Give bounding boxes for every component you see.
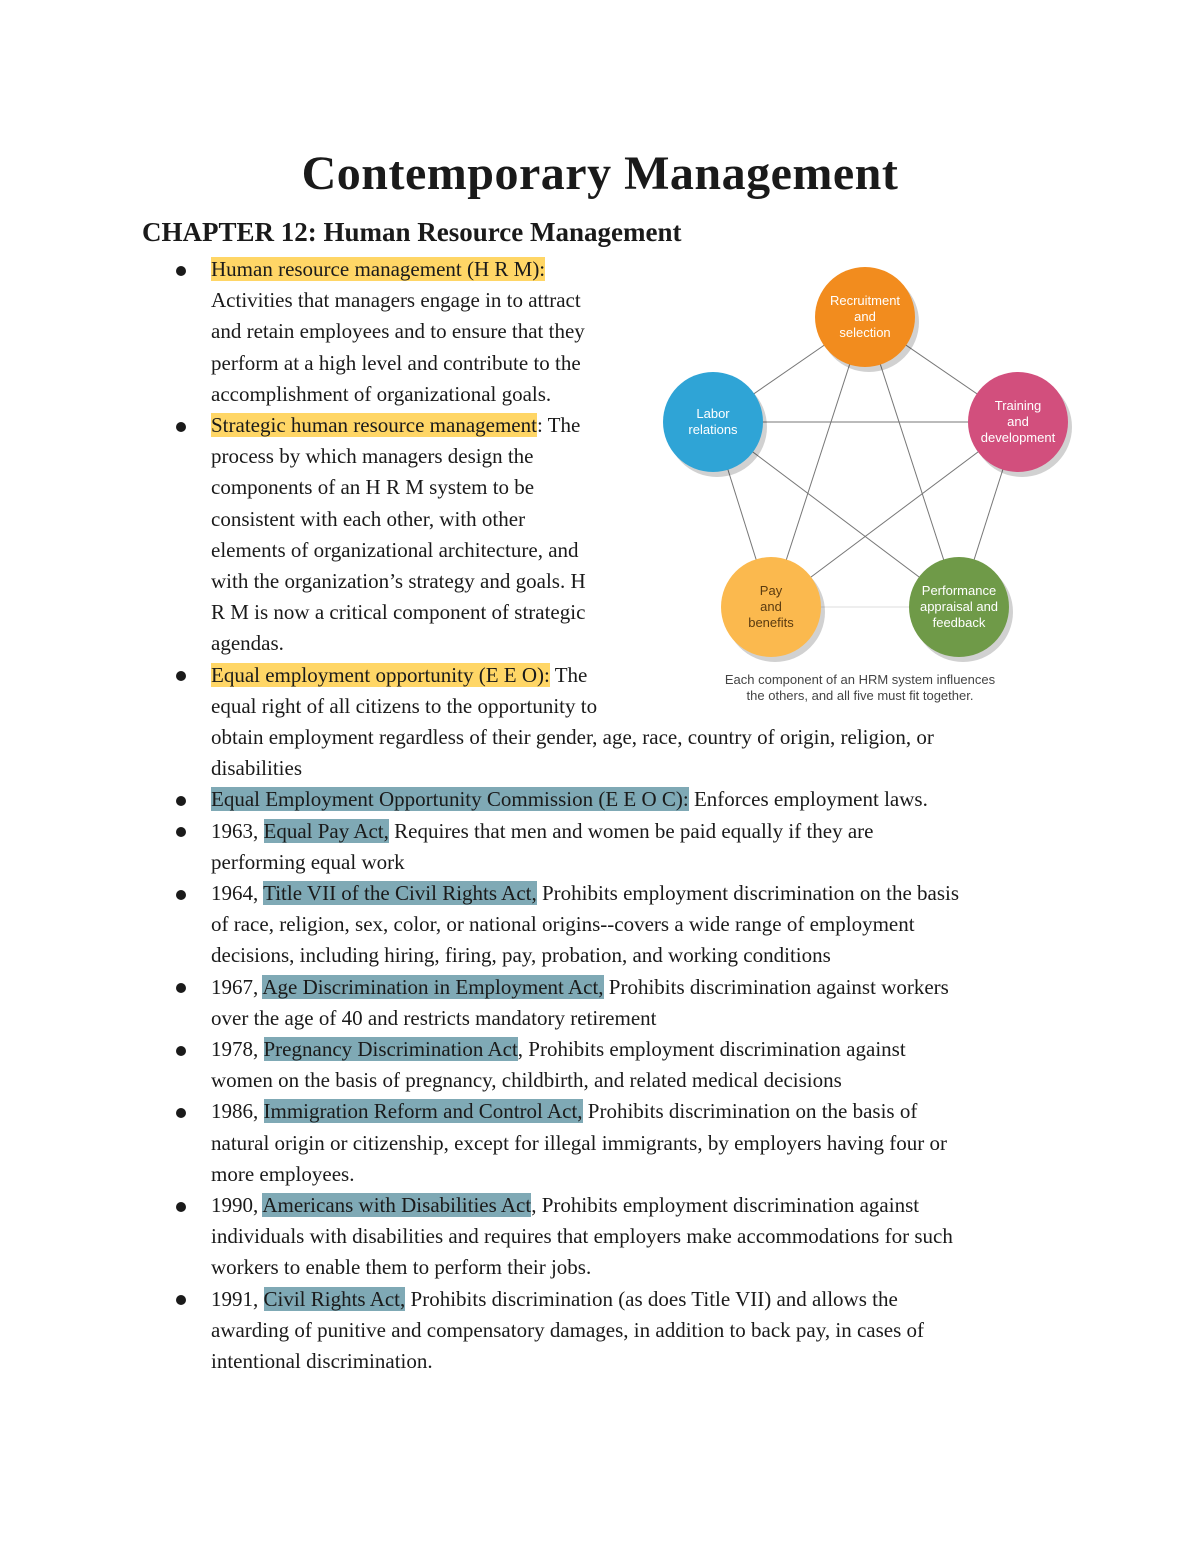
- highlighted-term: Strategic human resource management: [211, 413, 537, 437]
- text-line: [211, 472, 586, 503]
- highlighted-term: Immigration Reform and Control Act,: [263, 1099, 583, 1124]
- body-text: workers to enable them to perform their jobs.: [211, 1255, 592, 1280]
- node-label: Recruitment: [829, 293, 901, 308]
- body-text: decisions, including hiring, firing, pay, probation, and working conditions: [211, 943, 831, 968]
- text-line: [211, 753, 934, 784]
- highlighted-term: Pregnancy Discrimination Act: [263, 1037, 518, 1061]
- node-labor: [663, 372, 767, 477]
- body-text: Activities that managers engage in to attract: [211, 288, 581, 313]
- text-line: [211, 379, 585, 410]
- text-line: [211, 410, 586, 441]
- text-line: [211, 1003, 949, 1034]
- node-label: appraisal and: [919, 599, 999, 614]
- list-item-text: [211, 254, 585, 410]
- node-label: and: [854, 309, 876, 324]
- text-line: [211, 784, 928, 815]
- body-text: , Prohibits employment discrimination against: [517, 1037, 906, 1061]
- bullet-dot: [176, 1108, 186, 1118]
- node-label: development: [980, 430, 1056, 445]
- highlighted-term: Civil Rights Act,: [263, 1286, 406, 1311]
- body-text: with the organization’s strategy and goals. H: [211, 569, 586, 594]
- text-line: [211, 847, 874, 878]
- node-recruitment: [815, 267, 919, 372]
- highlighted-term: Human resource management (H R M):: [211, 257, 546, 281]
- body-text: intentional discrimination.: [211, 1349, 433, 1373]
- body-text: 1986,: [211, 1099, 264, 1124]
- body-text: Prohibits employment discrimination on the basis: [536, 881, 960, 905]
- highlighted-term: Title VII of the Civil Rights Act,: [263, 881, 537, 905]
- text-line: [211, 722, 934, 753]
- node-label: benefits: [748, 615, 794, 630]
- list-item-text: [211, 972, 949, 1034]
- text-line: [211, 441, 586, 472]
- body-text: , Prohibits employment discrimination against: [531, 1193, 920, 1217]
- body-text: 1990,: [211, 1193, 263, 1217]
- body-text: more employees.: [211, 1161, 355, 1186]
- body-text: Enforces employment laws.: [688, 787, 928, 812]
- text-line: [211, 316, 585, 347]
- text-line: [211, 535, 586, 566]
- highlighted-term: Equal Pay Act,: [263, 818, 389, 843]
- figure-caption-line: Each component of an HRM system influences: [724, 672, 996, 687]
- text-line: [211, 1221, 953, 1252]
- bullet-dot: [176, 1295, 186, 1305]
- body-text: Requires that men and women be paid equally if they are: [388, 818, 874, 843]
- body-text: elements of organizational architecture, and: [211, 537, 579, 562]
- bullet-dot: [176, 827, 186, 837]
- body-text: obtain employment regardless of their gender, age, race, country of origin, religion, or: [211, 725, 934, 749]
- body-text: 1967,: [211, 974, 263, 999]
- text-line: [211, 597, 586, 628]
- text-line: [211, 1065, 906, 1096]
- highlighted-term: Americans with Disabilities Act: [262, 1193, 532, 1217]
- document-title: Contemporary Management: [301, 147, 899, 200]
- body-text: performing equal work: [211, 849, 405, 874]
- body-text: The: [549, 662, 588, 687]
- list-item-text: [211, 410, 586, 660]
- list-item-text: [211, 1096, 947, 1190]
- text-line: [211, 909, 959, 940]
- text-line: [211, 285, 585, 316]
- body-text: Prohibits discrimination on the basis of: [582, 1099, 918, 1124]
- chapter-heading: CHAPTER 12: Human Resource Management: [142, 217, 682, 247]
- node-label: relations: [688, 422, 738, 437]
- text-line: [211, 1128, 947, 1159]
- body-text: of race, religion, sex, color, or national origins--covers a wide range of employment: [211, 912, 915, 937]
- body-text: awarding of punitive and compensatory damages, in addition to back pay, in cases of: [211, 1317, 925, 1342]
- node-label: feedback: [932, 615, 986, 630]
- body-text: Prohibits discrimination (as does Title VII) and allows the: [405, 1286, 898, 1311]
- node-label: Performance: [921, 583, 997, 598]
- bullet-dot: [176, 983, 186, 993]
- node-label: Labor: [696, 406, 730, 421]
- node-label: and: [1007, 414, 1029, 429]
- bullet-dot: [176, 671, 186, 681]
- body-text: over the age of 40 and restricts mandatory retirement: [211, 1005, 657, 1030]
- node-label: and: [760, 599, 782, 614]
- hrm-system-figure: [660, 262, 1080, 702]
- body-text: 1978,: [211, 1037, 264, 1061]
- body-text: 1964,: [211, 881, 264, 905]
- bullet-dot: [176, 422, 186, 432]
- body-text: 1963,: [211, 818, 264, 843]
- text-line: [211, 1315, 924, 1346]
- bullet-dot: [176, 890, 186, 900]
- text-line: [211, 940, 959, 971]
- text-line: [211, 1190, 953, 1221]
- highlighted-term: Age Discrimination in Employment Act,: [262, 974, 604, 999]
- body-text: process by which managers design the: [211, 444, 534, 469]
- text-line: [211, 1284, 924, 1315]
- text-line: [211, 1096, 947, 1127]
- highlighted-term: Equal Employment Opportunity Commission (E E O C):: [211, 787, 689, 812]
- body-text: components of an H R M system to be: [211, 475, 535, 500]
- text-line: [211, 566, 586, 597]
- body-text: 1991,: [211, 1286, 264, 1311]
- bullet-dot: [176, 266, 186, 276]
- list-item-text: [211, 1034, 906, 1096]
- list-item-text: [211, 816, 874, 878]
- node-pay: [721, 557, 825, 662]
- list-item-text: [211, 784, 928, 815]
- hrm-diagram: [660, 262, 1080, 672]
- bullet-dot: [176, 796, 186, 806]
- body-text: disabilities: [211, 756, 302, 781]
- body-text: equal right of all citizens to the opportunity to: [211, 693, 598, 718]
- text-line: [211, 972, 949, 1003]
- text-line: [211, 1252, 953, 1283]
- body-text: Prohibits discrimination against workers: [603, 974, 949, 999]
- text-line: [211, 1346, 924, 1377]
- figure-caption: [660, 672, 1060, 704]
- text-line: [211, 504, 586, 535]
- body-text: perform at a high level and contribute to the: [211, 350, 581, 375]
- body-text: natural origin or citizenship, except for illegal immigrants, by employers having four or: [211, 1130, 947, 1155]
- body-text: consistent with each other, with other: [211, 506, 526, 531]
- node-label: Training: [994, 398, 1042, 413]
- list-item-text: [211, 1284, 924, 1378]
- body-text: and retain employees and to ensure that they: [211, 319, 585, 344]
- text-line: [211, 1034, 906, 1065]
- text-line: [211, 816, 874, 847]
- node-performance: [909, 557, 1013, 662]
- list-item-text: [211, 878, 959, 972]
- body-text: R M is now a critical component of strategic: [211, 600, 586, 625]
- node-label: Pay: [759, 583, 783, 598]
- node-training: [968, 372, 1072, 477]
- text-line: [211, 628, 586, 659]
- body-text: women on the basis of pregnancy, childbirth, and related medical decisions: [211, 1068, 842, 1093]
- highlighted-term: Equal employment opportunity (E E O):: [211, 662, 550, 687]
- body-text: individuals with disabilities and requires that employers make accommodations for such: [211, 1224, 953, 1249]
- body-text: accomplishment of organizational goals.: [211, 381, 552, 406]
- text-line: [211, 878, 959, 909]
- list-item-text: [211, 1190, 953, 1284]
- body-text: : The: [536, 413, 581, 437]
- node-label: selection: [839, 325, 891, 340]
- bullet-dot: [176, 1046, 186, 1056]
- text-line: [211, 1159, 947, 1190]
- text-line: [211, 348, 585, 379]
- body-text: agendas.: [211, 631, 284, 656]
- text-line: [211, 254, 585, 285]
- bullet-dot: [176, 1202, 186, 1212]
- figure-caption-line: the others, and all five must fit together.: [746, 688, 974, 703]
